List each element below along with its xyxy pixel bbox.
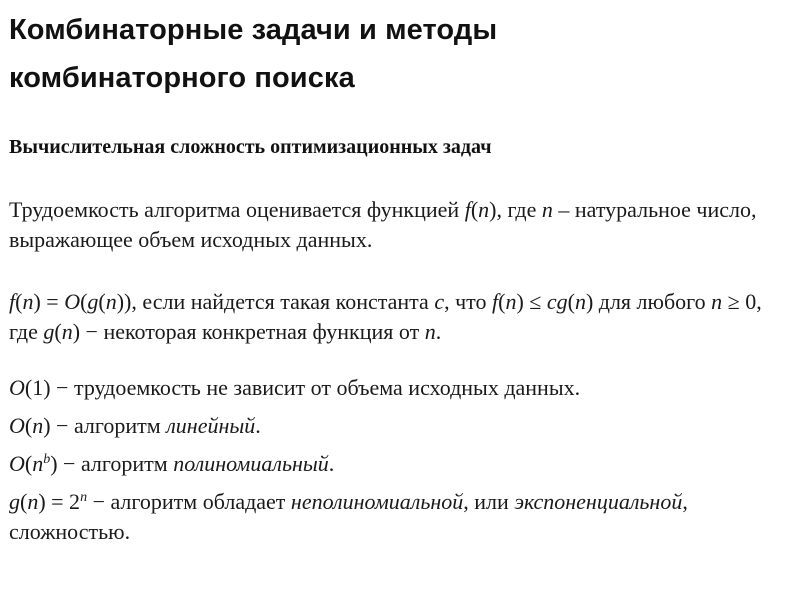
p1-text-b: , где xyxy=(496,197,542,222)
p2-s1: ( xyxy=(15,289,23,314)
p1-lp: ( xyxy=(470,197,479,222)
p4-a: ( xyxy=(24,413,33,438)
p3-text: (1) − трудоемкость не зависит от объема исходных данных. xyxy=(24,375,581,400)
p1-f: f xyxy=(464,197,471,222)
p2-n1: n xyxy=(22,289,34,314)
p4-c: . xyxy=(255,413,261,438)
p6-n: n xyxy=(27,489,39,514)
constant-complexity-line xyxy=(9,373,789,403)
p2-f: f xyxy=(9,289,16,314)
p6-e: , сложностью. xyxy=(9,489,688,544)
p2-g2: g xyxy=(43,319,55,344)
p5-n: n xyxy=(32,451,44,476)
p4-em: линейный xyxy=(166,413,256,438)
p2-s5: )), если найдется такая константа xyxy=(116,289,435,314)
p4-O: O xyxy=(9,413,25,438)
p2-g: g xyxy=(87,289,99,314)
p6-a: ( xyxy=(20,489,28,514)
p4-n: n xyxy=(32,413,44,438)
p2-s9: ( xyxy=(567,289,575,314)
p2-s7: ( xyxy=(498,289,506,314)
big-o-definition-paragraph xyxy=(9,287,789,347)
p1-n: n xyxy=(478,197,490,222)
p1-text-a: Трудоемкость алгоритма оценивается функцией xyxy=(9,197,465,222)
slide-title-line-1: Комбинаторные задачи и методы xyxy=(9,14,498,46)
p2-n6: n xyxy=(61,319,73,344)
p2-n3: n xyxy=(505,289,517,314)
p2-n5: n xyxy=(711,289,723,314)
p2-s12: ( xyxy=(54,319,62,344)
p2-s3: ( xyxy=(80,289,88,314)
p6-d: , или xyxy=(463,489,515,514)
exponential-complexity-paragraph xyxy=(9,487,789,547)
p6-sup xyxy=(80,490,87,505)
p1-n2: n xyxy=(541,197,553,222)
polynomial-complexity-line xyxy=(9,449,789,479)
p5-a: ( xyxy=(24,451,33,476)
p6-b: ) = 2 xyxy=(38,489,81,514)
p2-s2: ) = xyxy=(33,289,65,314)
p2-s14: . xyxy=(435,319,442,344)
p2-s8: ) ≤ xyxy=(516,289,547,314)
p2-s11: ≥ 0, где xyxy=(9,289,762,344)
p5-sup-b: b xyxy=(43,452,51,467)
p1-text-c: – натуральное число, выражающее объем исходных данных. xyxy=(9,197,757,252)
complexity-definition-paragraph xyxy=(9,195,789,255)
slide-title-line-2: комбинаторного поиска xyxy=(9,62,355,94)
p6-em2: экспоненциальной xyxy=(514,489,683,514)
p5-c: . xyxy=(328,451,335,476)
p5-b: ) − алгоритм xyxy=(50,451,174,476)
p2-cg: cg xyxy=(546,289,568,314)
p6-g: g xyxy=(9,489,20,514)
p2-f2: f xyxy=(491,289,499,314)
slide-title xyxy=(9,6,789,102)
linear-complexity-line xyxy=(9,411,789,441)
p2-n2: n xyxy=(105,289,117,314)
p6-c: − алгоритм обладает xyxy=(87,489,291,514)
p4-b: ) − алгоритм xyxy=(43,413,167,438)
p6-em1: неполиномиальной xyxy=(290,489,464,514)
p2-n7: n xyxy=(424,319,436,344)
p6-sup-n: n xyxy=(80,490,88,505)
p2-s6: , что xyxy=(444,289,492,314)
p2-O: O xyxy=(64,289,81,314)
p3-O: O xyxy=(9,375,25,400)
p2-s4: ( xyxy=(98,289,106,314)
slide-subtitle: Вычислительная сложность оптимизационных задач xyxy=(9,136,492,158)
p5-O: O xyxy=(9,451,25,476)
p5-em: полиномиальный xyxy=(173,451,329,476)
p2-n4: n xyxy=(574,289,586,314)
p2-c: c xyxy=(434,289,445,314)
p2-s13: ) − некоторая конкретная функция от xyxy=(72,319,425,344)
p1-rp: ) xyxy=(489,197,497,222)
p2-s10: ) для любого xyxy=(585,289,712,314)
